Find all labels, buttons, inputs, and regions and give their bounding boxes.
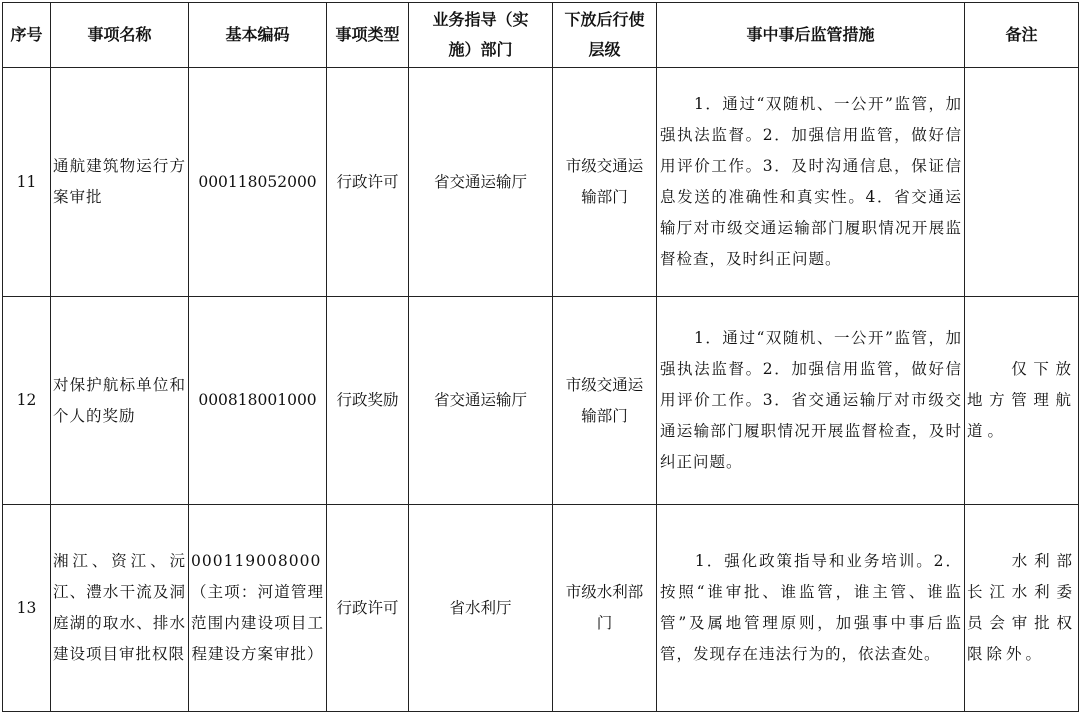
cell-name: 湘江、资江、沅江、澧水干流及洞庭湖的取水、排水建设项目审批权限 bbox=[51, 505, 189, 712]
header-type: 事项类型 bbox=[327, 3, 409, 68]
cell-level: 市级水利部门 bbox=[553, 505, 657, 712]
cell-level: 市级交通运输部门 bbox=[553, 68, 657, 297]
cell-dept: 省交通运输厅 bbox=[409, 68, 553, 297]
cell-note: 水利部长江水利委员会审批权限除外。 bbox=[965, 505, 1079, 712]
header-level: 下放后行使层级 bbox=[553, 3, 657, 68]
cell-name: 对保护航标单位和个人的奖励 bbox=[51, 297, 189, 505]
header-seq: 序号 bbox=[3, 3, 51, 68]
cell-code: 000818001000 bbox=[189, 297, 327, 505]
cell-seq: 11 bbox=[3, 68, 51, 297]
supervision-table bbox=[2, 2, 1079, 712]
cell-measures: 1．通过“双随机、一公开”监管，加强执法监督。2．加强信用监管，做好信用评价工作。3．及时沟通信息，保证信息发送的准确性和真实性。4．省交通运输厅对市级交通运输部门履职情况开展监督检查，及时纠正问题。 bbox=[657, 68, 965, 297]
cell-measures: 1．通过“双随机、一公开”监管，加强执法监督。2．加强信用监管，做好信用评价工作。3．省交通运输厅对市级交通运输部门履职情况开展监督检查，及时纠正问题。 bbox=[657, 297, 965, 505]
header-dept: 业务指导（实施）部门 bbox=[409, 3, 553, 68]
header-measures: 事中事后监管措施 bbox=[657, 3, 965, 68]
cell-type: 行政许可 bbox=[327, 68, 409, 297]
cell-note: 仅下放地方管理航道。 bbox=[965, 297, 1079, 505]
table-row bbox=[3, 68, 1079, 297]
cell-type: 行政许可 bbox=[327, 505, 409, 712]
cell-code: 000119008000（主项：河道管理范围内建设项目工程建设方案审批） bbox=[189, 505, 327, 712]
cell-type: 行政奖励 bbox=[327, 297, 409, 505]
cell-dept: 省水利厅 bbox=[409, 505, 553, 712]
cell-name: 通航建筑物运行方案审批 bbox=[51, 68, 189, 297]
cell-seq: 12 bbox=[3, 297, 51, 505]
header-code: 基本编码 bbox=[189, 3, 327, 68]
header-row bbox=[3, 3, 1079, 68]
table-row bbox=[3, 505, 1079, 712]
header-note: 备注 bbox=[965, 3, 1079, 68]
cell-dept: 省交通运输厅 bbox=[409, 297, 553, 505]
cell-note bbox=[965, 68, 1079, 297]
cell-code: 000118052000 bbox=[189, 68, 327, 297]
header-name: 事项名称 bbox=[51, 3, 189, 68]
cell-seq: 13 bbox=[3, 505, 51, 712]
cell-measures: 1．强化政策指导和业务培训。2．按照“谁审批、谁监管，谁主管、谁监管”及属地管理原则，加强事中事后监管，发现存在违法行为的，依法查处。 bbox=[657, 505, 965, 712]
table-row bbox=[3, 297, 1079, 505]
cell-level: 市级交通运输部门 bbox=[553, 297, 657, 505]
